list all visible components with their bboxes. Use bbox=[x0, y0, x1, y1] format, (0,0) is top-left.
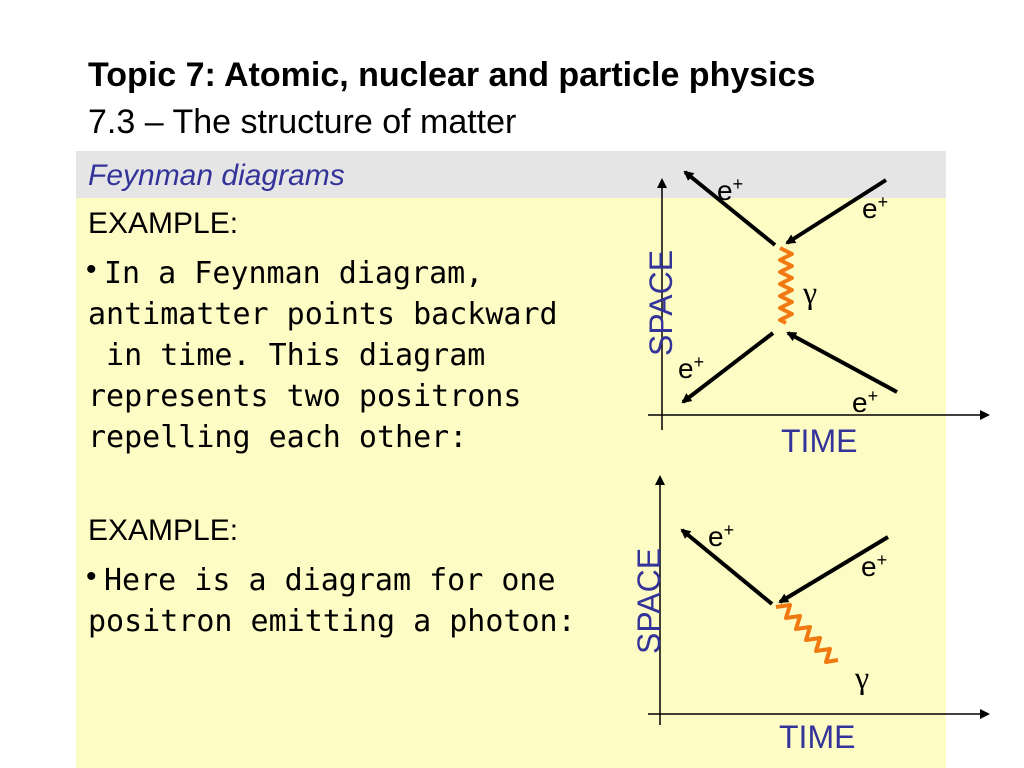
time-axis-label: TIME bbox=[779, 719, 856, 755]
positron-label: e+ bbox=[852, 386, 879, 418]
photon-wavy-line bbox=[776, 605, 838, 662]
positron-label: e+ bbox=[708, 520, 735, 552]
photon-symbol: γ bbox=[855, 659, 870, 695]
example-2-text: Here is a diagram for one positron emitting a photon: bbox=[88, 563, 576, 639]
photon-wavy-line bbox=[780, 248, 792, 323]
positron-line-outgoing bbox=[682, 530, 772, 604]
section-title: Feynman diagrams bbox=[88, 159, 345, 192]
feynman-diagram-repulsion bbox=[600, 165, 1000, 465]
positron-label: e+ bbox=[862, 192, 889, 224]
positron-label: e+ bbox=[678, 352, 705, 384]
slide-title: Topic 7: Atomic, nuclear and particle physics bbox=[88, 56, 816, 94]
photon-symbol: γ bbox=[803, 274, 818, 310]
bullet-icon: • bbox=[86, 253, 97, 286]
slide-subtitle: 7.3 – The structure of matter bbox=[88, 103, 517, 141]
feynman-diagram-emission bbox=[600, 470, 1000, 768]
positron-label: e+ bbox=[717, 174, 744, 206]
space-axis-label: SPACE bbox=[631, 547, 667, 654]
example-2-label: EXAMPLE: bbox=[88, 514, 239, 547]
positron-line-bottom-right bbox=[788, 333, 897, 392]
bullet-icon: • bbox=[86, 560, 97, 593]
time-axis-label: TIME bbox=[781, 423, 858, 459]
example-1-text: In a Feynman diagram, antimatter points backward in time. This diagram represents two positrons repelling each other: bbox=[88, 256, 558, 455]
positron-label: e+ bbox=[861, 550, 888, 582]
space-axis-label: SPACE bbox=[643, 249, 679, 356]
example-1-label: EXAMPLE: bbox=[88, 207, 239, 240]
